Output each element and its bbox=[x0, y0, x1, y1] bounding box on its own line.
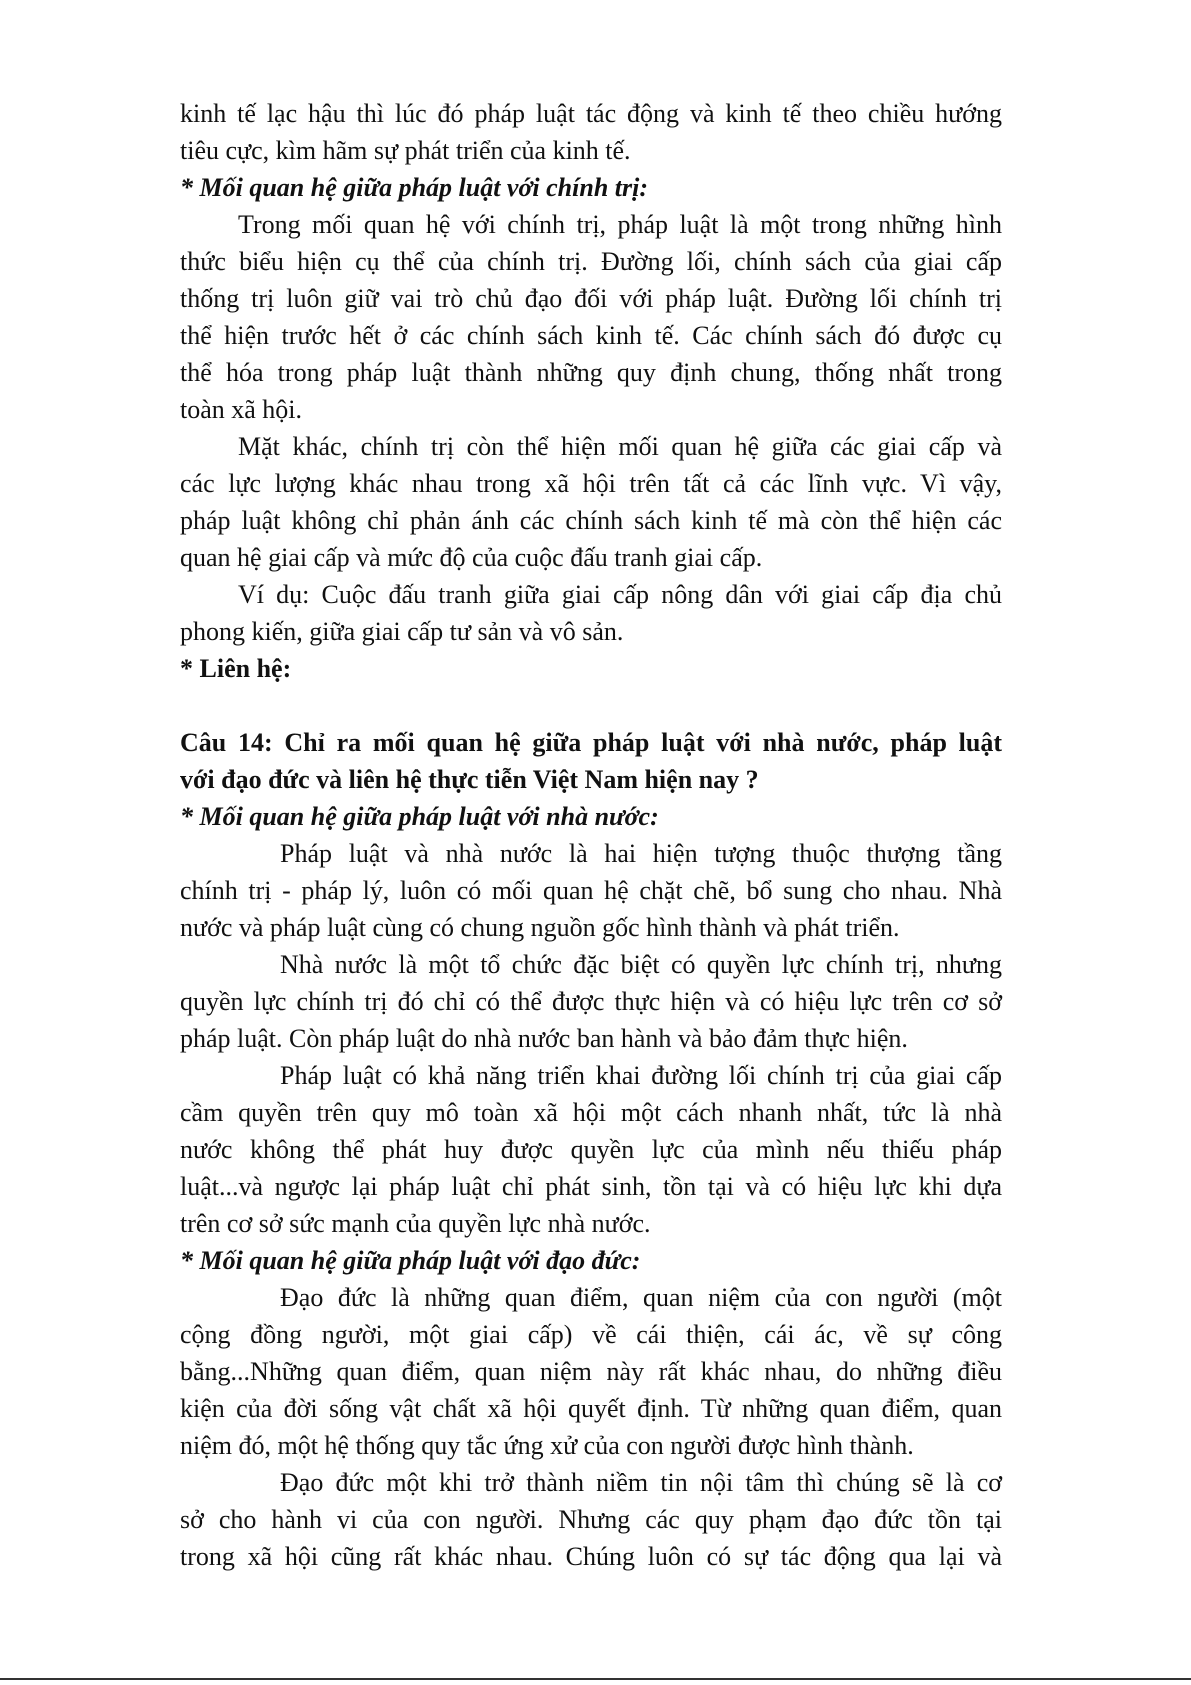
text-line: với đạo đức và liên hệ thực tiễn Việt Nam hiện nay ? bbox=[180, 765, 759, 794]
section-spacer bbox=[180, 687, 1002, 724]
text-line: cầm quyền trên quy mô toàn xã hội một cách nhanh nhất, tức là nhà bbox=[180, 1098, 1002, 1127]
text-line: nước không thể phát huy được quyền lực của mình nếu thiếu pháp bbox=[180, 1135, 1002, 1164]
text-line: trên cơ sở sức mạnh của quyền lực nhà nước. bbox=[180, 1209, 651, 1238]
document-page bbox=[180, 95, 1002, 1575]
text-line: pháp luật. Còn pháp luật do nhà nước ban hành và bảo đảm thực hiện. bbox=[180, 1024, 908, 1053]
text-line: Đạo đức một khi trở thành niềm tin nội tâm thì chúng sẽ là cơ bbox=[280, 1468, 1002, 1497]
text-line: Pháp luật có khả năng triển khai đường lối chính trị của giai cấp bbox=[280, 1061, 1002, 1090]
section-heading: * Mối quan hệ giữa pháp luật với chính trị: bbox=[180, 173, 649, 202]
liaison-heading: * Liên hệ: bbox=[180, 654, 292, 683]
text-line: nước và pháp luật cùng có chung nguồn gốc hình thành và phát triển. bbox=[180, 913, 900, 942]
text-line: Trong mối quan hệ với chính trị, pháp luật là một trong những hình bbox=[238, 210, 1002, 239]
paragraph bbox=[180, 576, 1002, 650]
text-line: thể hiện trước hết ở các chính sách kinh tế. Các chính sách đó được cụ bbox=[180, 321, 1002, 350]
text-line: Nhà nước là một tổ chức đặc biệt có quyền lực chính trị, nhưng bbox=[280, 950, 1002, 979]
text-line: các lực lượng khác nhau trong xã hội trên tất cả các lĩnh vực. Vì vậy, bbox=[180, 469, 1002, 498]
text-line: phong kiến, giữa giai cấp tư sản và vô sản. bbox=[180, 617, 624, 646]
text-line: quan hệ giai cấp và mức độ của cuộc đấu tranh giai cấp. bbox=[180, 543, 763, 572]
text-line: cộng đồng người, một giai cấp) về cái thiện, cái ác, về sự công bbox=[180, 1320, 1002, 1349]
text-line: quyền lực chính trị đó chỉ có thể được thực hiện và có hiệu lực trên cơ sở bbox=[180, 987, 1002, 1016]
section-heading: * Mối quan hệ giữa pháp luật với nhà nước: bbox=[180, 802, 659, 831]
text-line: niệm đó, một hệ thống quy tắc ứng xử của con người được hình thành. bbox=[180, 1431, 914, 1460]
paragraph bbox=[180, 1057, 1002, 1242]
text-line: thức biểu hiện cụ thể của chính trị. Đường lối, chính sách của giai cấp bbox=[180, 247, 1002, 276]
text-line: tiêu cực, kìm hãm sự phát triển của kinh tế. bbox=[180, 136, 631, 165]
page-bottom-rule bbox=[0, 1678, 1191, 1680]
paragraph bbox=[180, 1279, 1002, 1464]
section-heading: * Mối quan hệ giữa pháp luật với đạo đức: bbox=[180, 1246, 641, 1275]
question-title bbox=[180, 724, 1002, 798]
text-line: chính trị - pháp lý, luôn có mối quan hệ chặt chẽ, bổ sung cho nhau. Nhà bbox=[180, 876, 1002, 905]
text-line: trong xã hội cũng rất khác nhau. Chúng luôn có sự tác động qua lại và bbox=[180, 1542, 1002, 1571]
paragraph bbox=[180, 1464, 1002, 1575]
paragraph bbox=[180, 835, 1002, 946]
text-line: Pháp luật và nhà nước là hai hiện tượng thuộc thượng tầng bbox=[280, 839, 1002, 868]
text-line: thể hóa trong pháp luật thành những quy định chung, thống nhất trong bbox=[180, 358, 1002, 387]
text-line: luật...và ngược lại pháp luật chỉ phát sinh, tồn tại và có hiệu lực khi dựa bbox=[180, 1172, 1002, 1201]
text-line: sở cho hành vi của con người. Nhưng các quy phạm đạo đức tồn tại bbox=[180, 1505, 1002, 1534]
text-line: Ví dụ: Cuộc đấu tranh giữa giai cấp nông dân với giai cấp địa chủ bbox=[238, 580, 1002, 609]
text-line: kiện của đời sống vật chất xã hội quyết định. Từ những quan điểm, quan bbox=[180, 1394, 1002, 1423]
paragraph bbox=[180, 206, 1002, 428]
text-line: kinh tế lạc hậu thì lúc đó pháp luật tác động và kinh tế theo chiều hướng bbox=[180, 99, 1002, 128]
text-line: Câu 14: Chỉ ra mối quan hệ giữa pháp luật với nhà nước, pháp luật bbox=[180, 728, 1002, 757]
paragraph bbox=[180, 428, 1002, 576]
text-line: pháp luật không chỉ phản ánh các chính sách kinh tế mà còn thể hiện các bbox=[180, 506, 1002, 535]
text-line: Mặt khác, chính trị còn thể hiện mối quan hệ giữa các giai cấp và bbox=[238, 432, 1002, 461]
text-line: thống trị luôn giữ vai trò chủ đạo đối với pháp luật. Đường lối chính trị bbox=[180, 284, 1002, 313]
text-line: toàn xã hội. bbox=[180, 395, 303, 424]
paragraph bbox=[180, 946, 1002, 1057]
text-line: bằng...Những quan điểm, quan niệm này rất khác nhau, do những điều bbox=[180, 1357, 1002, 1386]
text-line: Đạo đức là những quan điểm, quan niệm của con người (một bbox=[280, 1283, 1002, 1312]
paragraph bbox=[180, 95, 1002, 169]
